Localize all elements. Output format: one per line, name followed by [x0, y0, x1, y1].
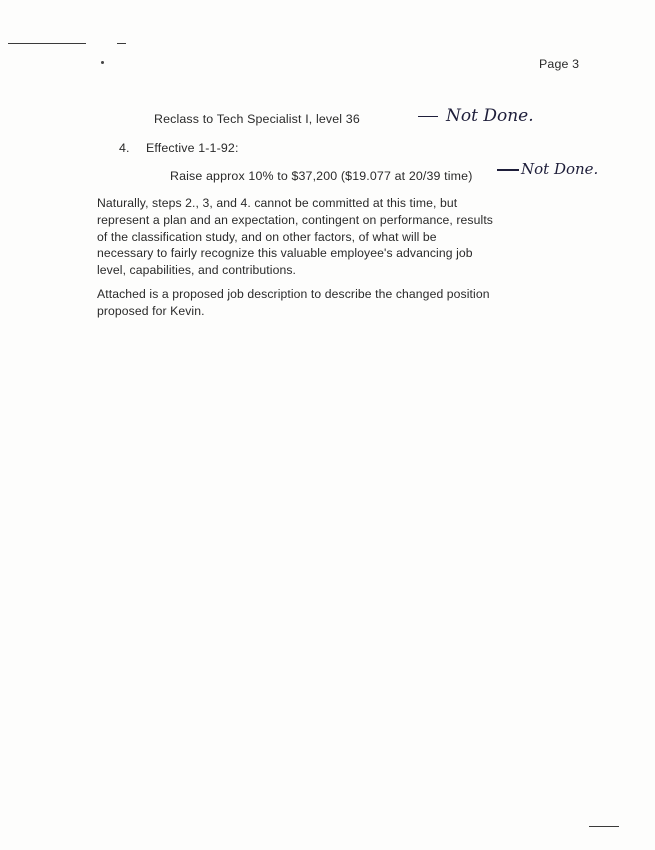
handwritten-note-raise: [497, 160, 598, 178]
paragraph-line: Attached is a proposed job description to describe the changed position: [97, 287, 490, 301]
paragraph-line: necessary to fairly recognize this valuable employee's advancing job: [97, 246, 473, 261]
scan-artifact-line: [117, 43, 126, 44]
reclass-line: Reclass to Tech Specialist I, level 36: [154, 112, 360, 126]
item-effective-date: Effective 1-1-92:: [146, 141, 239, 155]
paragraph-line: proposed for Kevin.: [97, 303, 205, 318]
scan-artifact-dot: [101, 61, 104, 64]
handwritten-note-text: Not Done.: [521, 160, 599, 178]
paragraph-line: represent a plan and an expectation, contingent on performance, results: [97, 212, 493, 227]
paragraph-line: of the classification study, and on other factors, of what will be: [97, 229, 437, 244]
handwritten-dash: [418, 116, 438, 117]
raise-line: Raise approx 10% to $37,200 ($19.077 at 20/39 time): [170, 169, 473, 183]
paragraph-line: Naturally, steps 2., 3, and 4. cannot be committed at this time, but: [97, 196, 458, 210]
paragraph-naturally: [97, 195, 577, 279]
handwritten-note-text: Not Done.: [446, 106, 534, 126]
item-number: 4.: [119, 141, 130, 155]
scan-artifact-line: [589, 826, 619, 827]
scan-artifact-line: [8, 43, 86, 44]
paragraph-line: level, capabilities, and contributions.: [97, 263, 297, 278]
handwritten-dash: [497, 169, 519, 170]
handwritten-note-reclass: [418, 106, 534, 126]
page-number: Page 3: [539, 57, 580, 71]
paragraph-attached: [97, 286, 577, 320]
